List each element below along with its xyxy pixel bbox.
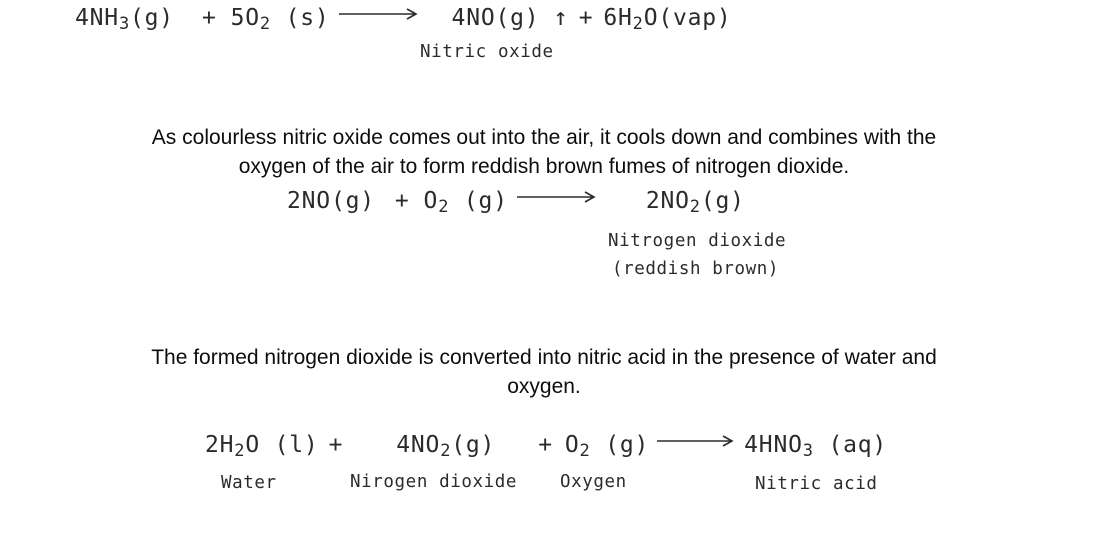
- formula-nitric-oxide: 2NO(g): [287, 188, 375, 214]
- label-nitric-oxide: Nitric oxide: [420, 42, 554, 62]
- plus-operator: +: [578, 5, 594, 31]
- plus-operator: +: [394, 188, 410, 214]
- paragraph-line: oxygen of the air to form reddish brown fumes of nitrogen dioxide.: [238, 155, 850, 178]
- label-water: Water: [221, 473, 277, 493]
- formula-oxygen: $5O_2$ (s): [230, 5, 330, 35]
- label-nitrogen-dioxide: Nitrogen dioxide: [608, 231, 787, 251]
- formula-oxygen: $O_2$ (g): [564, 432, 650, 462]
- reaction-arrow-icon: [516, 190, 598, 204]
- gas-evolution-arrow-icon: ↑: [553, 3, 569, 31]
- formula-nitrogen-dioxide: $4NO_2(g)$: [396, 432, 496, 462]
- reaction-arrow-icon: [338, 7, 420, 21]
- label-nitric-acid: Nitric acid: [755, 474, 878, 494]
- formula-nitric-oxide: 4NO(g): [451, 5, 540, 31]
- equation-nitric-acid-formation: [205, 432, 887, 461]
- reaction-arrow-icon: [656, 434, 736, 448]
- plus-operator: +: [538, 432, 553, 458]
- plus-operator: +: [201, 5, 217, 31]
- paragraph-line: The formed nitrogen dioxide is converted into nitric acid in the presence of water and: [151, 346, 937, 369]
- formula-water-vapour: $6H_2O(vap)$: [603, 5, 732, 35]
- formula-oxygen: $O_2$ (g): [423, 188, 508, 218]
- formula-nitrogen-dioxide: $2NO_2(g)$: [645, 188, 745, 218]
- equation-ammonia-oxidation: [75, 3, 732, 34]
- formula-ammonia: $4NH_3(g)$: [75, 5, 174, 35]
- paragraph-nitric-acid-formation: [8, 343, 1080, 401]
- paragraph-nitric-oxide-cooling: [8, 123, 1080, 181]
- equation-nitrogen-dioxide-formation: [287, 188, 745, 217]
- paragraph-line: As colourless nitric oxide comes out into the air, it cools down and combines with the: [151, 126, 937, 149]
- formula-nitric-acid: $4HNO_3$ (aq): [744, 432, 888, 462]
- label-reddish-brown: (reddish brown): [612, 259, 780, 279]
- formula-water: $2H_2O$ (l): [205, 432, 319, 462]
- label-oxygen: Oxygen: [560, 472, 627, 492]
- label-nitrogen-dioxide: Nirogen dioxide: [350, 472, 518, 492]
- paragraph-line: oxygen.: [507, 375, 581, 398]
- plus-operator: +: [328, 432, 344, 458]
